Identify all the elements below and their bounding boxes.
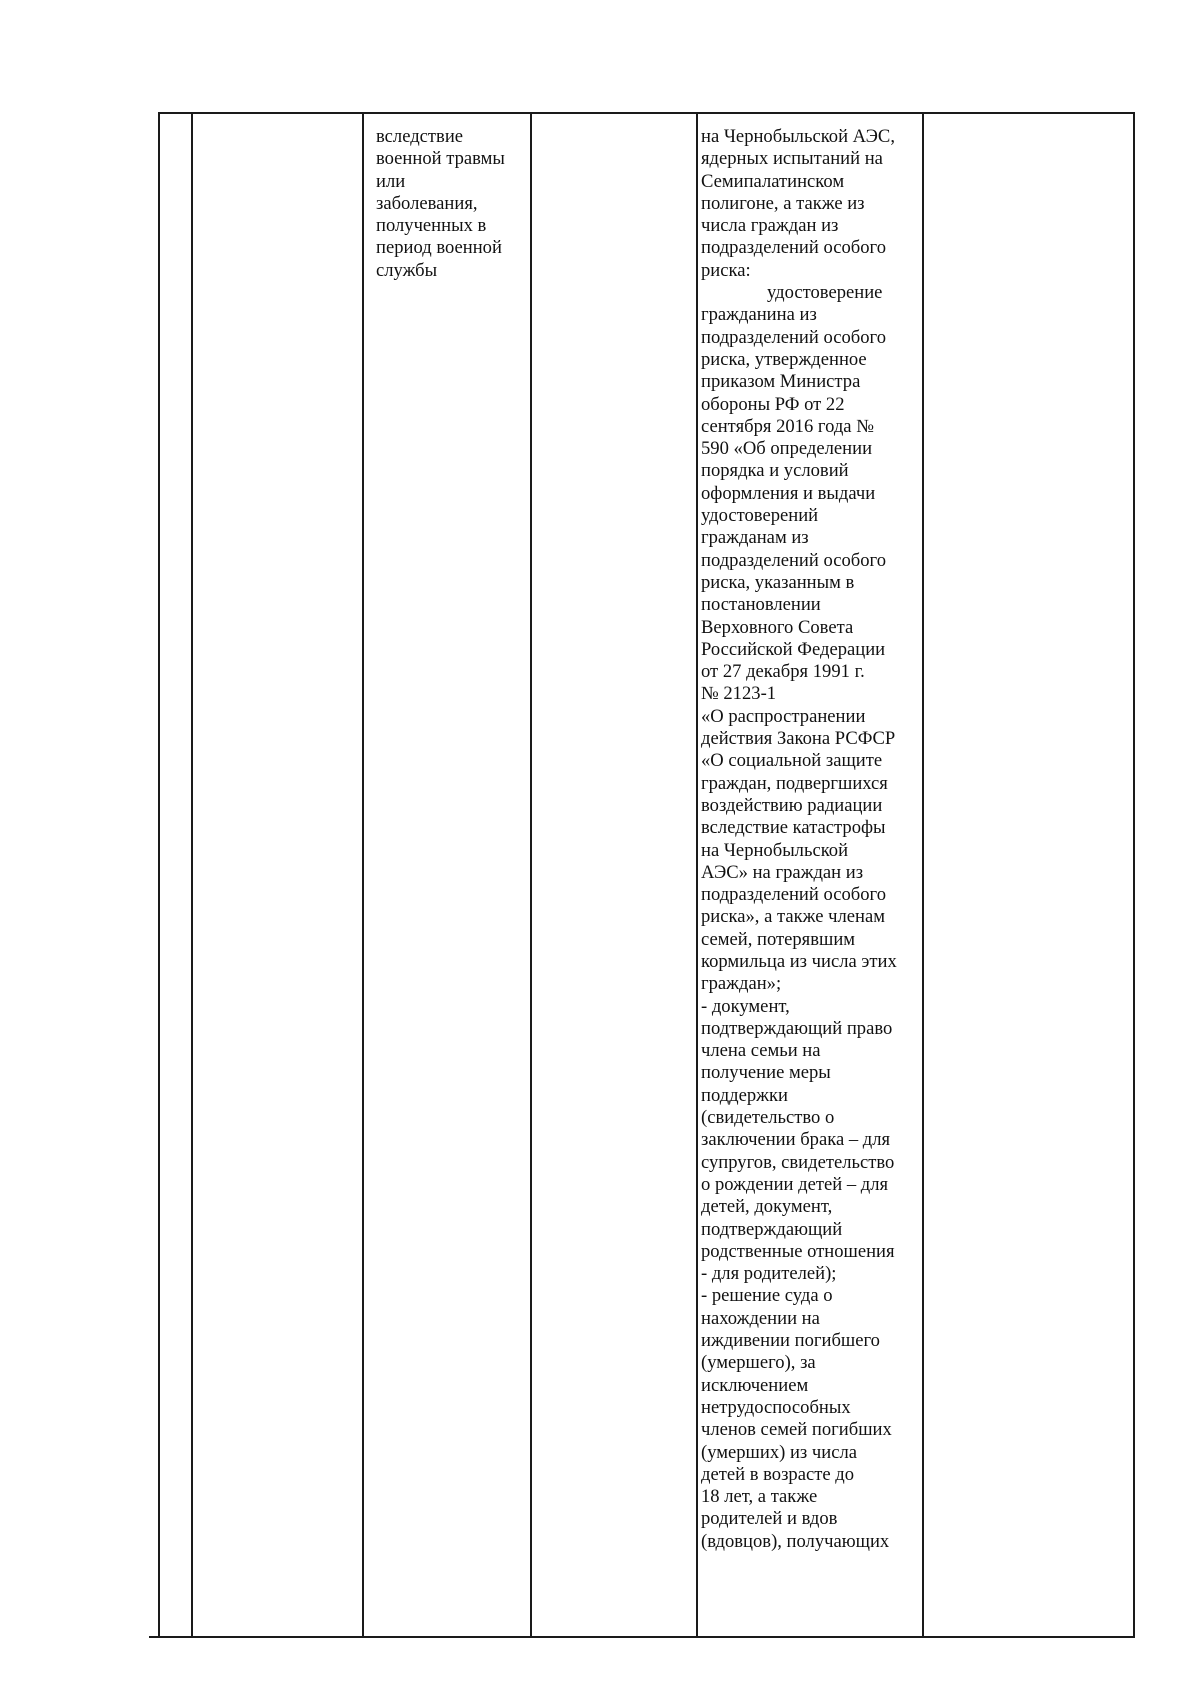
text-line: гражданам из — [701, 527, 809, 549]
text-line: исключением — [701, 1374, 809, 1396]
text-line: период военной — [376, 237, 502, 259]
text-line: члена семьи на — [701, 1040, 821, 1062]
text-line: гражданина из — [701, 304, 817, 326]
table-right-border — [1133, 112, 1135, 1638]
text-line: риска, утвержденное — [701, 348, 867, 370]
text-line: подтверждающий — [701, 1218, 843, 1240]
text-line: подтверждающий право — [701, 1017, 893, 1039]
text-line: ядерных испытаний на — [701, 148, 883, 170]
text-line: «О социальной защите — [701, 750, 883, 772]
table-top-border — [158, 112, 1135, 114]
text-line: или — [376, 170, 406, 192]
text-line: Российской Федерации — [701, 638, 886, 660]
text-line: иждивении погибшего — [701, 1330, 880, 1352]
text-line: «О распространении — [701, 705, 866, 727]
column-divider-1 — [191, 112, 193, 1638]
text-line: - для родителей); — [701, 1263, 837, 1285]
text-line: АЭС» на граждан из — [701, 861, 864, 883]
text-line: воздействию радиации — [701, 794, 883, 816]
column-divider-2 — [362, 112, 364, 1638]
text-line: - решение суда о — [701, 1285, 833, 1307]
table-left-border — [158, 112, 160, 1638]
text-line: приказом Министра — [701, 371, 861, 393]
text-line: обороны РФ от 22 — [701, 393, 845, 415]
text-line: от 27 декабря 1991 г. — [701, 661, 865, 683]
text-line: удостоверений — [701, 505, 819, 527]
text-line: детей в возрасте до — [701, 1463, 854, 1485]
text-line: супругов, свидетельство — [701, 1151, 895, 1173]
text-line: кормильца из числа этих — [701, 950, 897, 972]
text-line: семей, потерявшим — [701, 928, 856, 950]
text-line: полученных в — [376, 215, 487, 237]
text-line: родителей и вдов — [701, 1508, 838, 1530]
text-line: подразделений особого — [701, 884, 887, 906]
column-divider-4 — [696, 112, 698, 1638]
text-line: вследствие — [376, 126, 464, 147]
text-line: 18 лет, а также — [701, 1486, 818, 1508]
text-line: детей, документ, — [701, 1196, 833, 1218]
text-line: военной травмы — [376, 148, 505, 170]
text-line: службы — [376, 259, 438, 281]
text-line: нетрудоспособных — [701, 1396, 851, 1418]
text-line: порядка и условий — [701, 460, 849, 482]
text-line: (умершего), за — [701, 1352, 816, 1374]
text-line: граждан»; — [701, 973, 782, 995]
text-line: о рождении детей – для — [701, 1173, 889, 1195]
text-line: на Чернобыльской — [701, 839, 849, 861]
text-line: (умерших) из числа — [701, 1441, 857, 1463]
text-line: подразделений особого — [701, 237, 887, 259]
text-line: заболевания, — [376, 192, 478, 214]
cell-condition-text — [376, 126, 526, 282]
text-line: полигоне, а также из — [701, 192, 865, 214]
text-line: поддержки — [701, 1084, 789, 1106]
text-line: оформления и выдачи — [701, 482, 876, 504]
text-line: числа граждан из — [701, 215, 839, 237]
text-line: Верховного Совета — [701, 616, 854, 638]
text-line: 590 «Об определении — [701, 438, 873, 460]
table-bottom-border — [149, 1636, 1135, 1638]
text-line: № 2123-1 — [701, 683, 777, 705]
text-line: Семипалатинском — [701, 170, 845, 192]
text-line: родственные отношения — [701, 1240, 895, 1262]
text-line: на Чернобыльской АЭС, — [701, 126, 895, 147]
text-line: риска», а также членам — [701, 906, 885, 928]
text-line: заключении брака – для — [701, 1129, 891, 1151]
text-line: подразделений особого — [701, 549, 887, 571]
text-line: постановлении — [701, 594, 821, 616]
text-line: действия Закона РСФСР — [701, 728, 896, 750]
column-divider-3 — [530, 112, 532, 1638]
text-line: получение меры — [701, 1062, 831, 1084]
text-line: граждан, подвергшихся — [701, 772, 888, 794]
text-line: - документ, — [701, 995, 790, 1017]
text-line: сентября 2016 года № — [701, 415, 874, 437]
text-line: удостоверение — [767, 282, 883, 304]
text-line: членов семей погибших — [701, 1419, 892, 1441]
text-line: риска, указанным в — [701, 571, 855, 593]
text-line: (свидетельство о — [701, 1107, 835, 1129]
text-line: подразделений особого — [701, 326, 887, 348]
text-line: вследствие катастрофы — [701, 817, 886, 839]
text-line: нахождении на — [701, 1307, 820, 1329]
text-line: (вдовцов), получающих — [701, 1530, 890, 1552]
text-line: риска: — [701, 259, 751, 281]
column-divider-5 — [922, 112, 924, 1638]
cell-documents-text — [701, 126, 919, 1553]
